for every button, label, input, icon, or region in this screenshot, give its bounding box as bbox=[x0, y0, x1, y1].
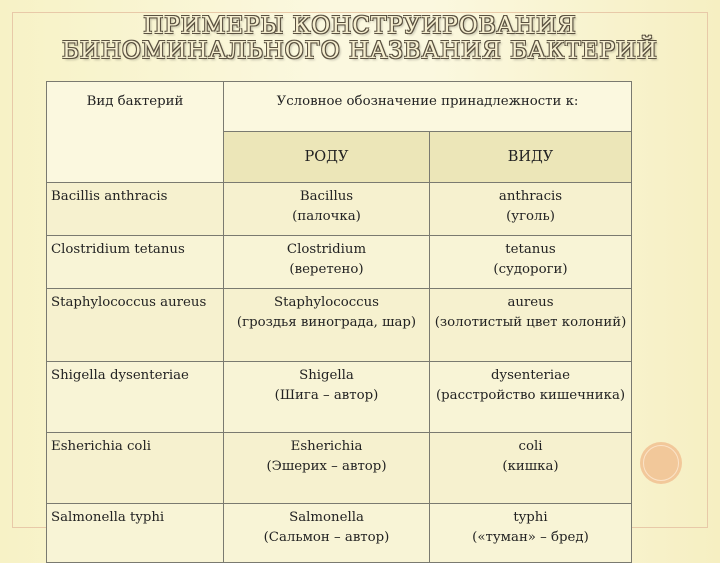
species-cell: Esherichia coli bbox=[47, 433, 224, 504]
species-cell: Bacillis anthracis bbox=[47, 183, 224, 236]
genus-name: Salmonella bbox=[289, 510, 364, 525]
kind-name: coli bbox=[518, 439, 543, 454]
genus-cell bbox=[224, 504, 430, 563]
table-row bbox=[47, 289, 632, 362]
title-line-1: ПРИМЕРЫ КОНСТРУИРОВАНИЯ bbox=[143, 13, 577, 39]
genus-name: Staphylococcus bbox=[274, 295, 379, 310]
header-species: Вид бактерий bbox=[47, 82, 224, 183]
kind-note: (судороги) bbox=[493, 262, 568, 277]
genus-note: (гроздья винограда, шар) bbox=[236, 315, 417, 330]
kind-cell bbox=[430, 504, 632, 563]
genus-note: (веретено) bbox=[289, 262, 364, 277]
header-belonging: Условное обозначение принадлежности к: bbox=[224, 82, 632, 132]
kind-cell bbox=[430, 183, 632, 236]
species-cell: Salmonella typhi bbox=[47, 504, 224, 563]
kind-cell bbox=[430, 362, 632, 433]
kind-cell bbox=[430, 289, 632, 362]
kind-note: (золотистый цвет колоний) bbox=[434, 315, 627, 330]
kind-note: (кишка) bbox=[502, 459, 559, 474]
kind-name: tetanus bbox=[505, 242, 556, 257]
genus-cell bbox=[224, 433, 430, 504]
kind-name: dysenteriae bbox=[491, 368, 570, 383]
genus-note: (палочка) bbox=[292, 209, 361, 224]
genus-cell bbox=[224, 236, 430, 289]
kind-cell bbox=[430, 236, 632, 289]
header-genus: РОДУ bbox=[224, 131, 430, 182]
kind-name: typhi bbox=[513, 510, 548, 525]
genus-name: Esherichia bbox=[290, 439, 363, 454]
kind-note: («туман» – бред) bbox=[472, 530, 589, 545]
table-row bbox=[47, 433, 632, 504]
kind-name: anthracis bbox=[498, 189, 563, 204]
kind-cell bbox=[430, 433, 632, 504]
kind-note: (уголь) bbox=[506, 209, 555, 224]
decorative-circle-ring bbox=[643, 445, 679, 481]
bacteria-table bbox=[46, 81, 632, 563]
title-line-2: БИНОМИНАЛЬНОГО НАЗВАНИЯ БАКТЕРИЙ bbox=[62, 38, 658, 64]
genus-name: Shigella bbox=[299, 368, 354, 383]
genus-cell bbox=[224, 183, 430, 236]
table-row bbox=[47, 236, 632, 289]
species-cell: Staphylococcus aureus bbox=[47, 289, 224, 362]
kind-name: aureus bbox=[507, 295, 554, 310]
genus-note: (Эшерих – автор) bbox=[266, 459, 387, 474]
kind-note: (расстройство кишечника) bbox=[435, 388, 626, 403]
table-row bbox=[47, 362, 632, 433]
genus-cell bbox=[224, 362, 430, 433]
header-kind: ВИДУ bbox=[430, 131, 632, 182]
genus-name: Clostridium bbox=[286, 242, 367, 257]
genus-note: (Сальмон – автор) bbox=[263, 530, 390, 545]
table-row bbox=[47, 504, 632, 563]
slide-title bbox=[0, 14, 720, 64]
genus-note: (Шига – автор) bbox=[274, 388, 379, 403]
genus-cell bbox=[224, 289, 430, 362]
genus-name: Bacillus bbox=[299, 189, 354, 204]
species-cell: Clostridium tetanus bbox=[47, 236, 224, 289]
table-row bbox=[47, 183, 632, 236]
species-cell: Shigella dysenteriae bbox=[47, 362, 224, 433]
